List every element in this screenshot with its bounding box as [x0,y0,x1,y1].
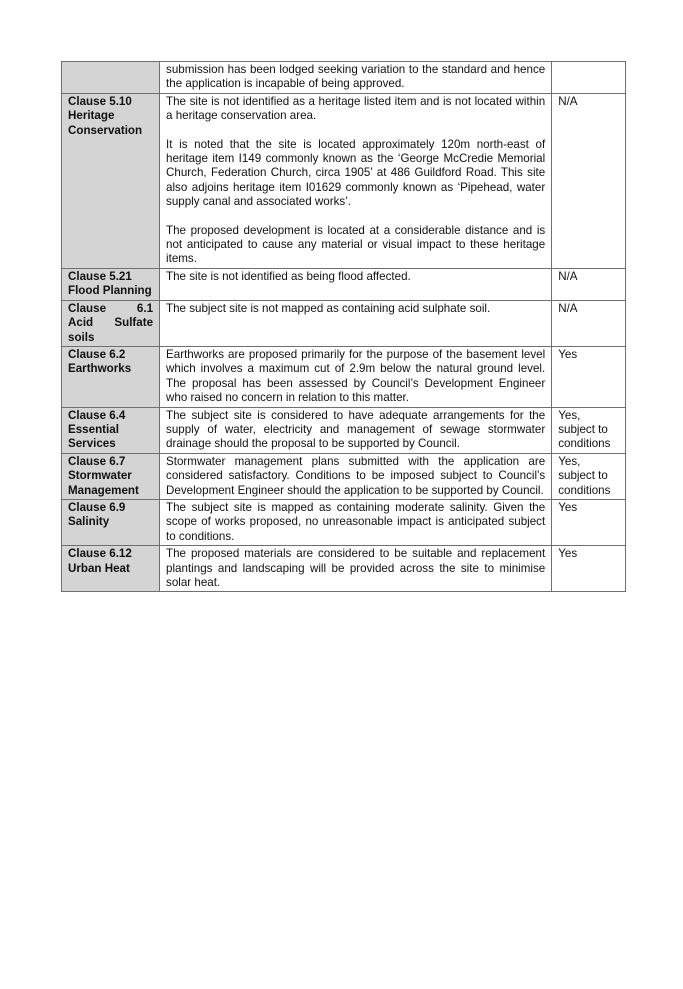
compliance-cell [552,62,626,94]
table-row [62,268,626,300]
comment-cell [160,499,552,545]
table-row [62,453,626,499]
clause-cell: Clause 6.2 Earthworks [62,346,160,407]
comment-cell [160,93,552,268]
clause-cell: Clause 5.21 Flood Planning [62,268,160,300]
comment-cell [160,407,552,453]
table-row [62,499,626,545]
comment-cell [160,346,552,407]
clause-label: Clause 6.1 Acid Sulfate soils [68,301,154,344]
compliance-cell: Yes [552,499,626,545]
clause-cell [62,62,160,94]
table-row [62,300,626,346]
comment-cell [160,546,552,592]
comment-paragraph: The site is not identified as being flood affected. [166,269,411,283]
compliance-cell: N/A [552,300,626,346]
table-row [62,62,626,94]
compliance-cell: Yes, subject to conditions [552,453,626,499]
clause-cell: Clause 6.9 Salinity [62,499,160,545]
comment-paragraph: The subject site is considered to have adequate arrangements for the supply of water, electricity and management of sewage stormwater drainage should the proposal to be supported by Council. [166,408,546,451]
table-row [62,546,626,592]
comment-cell [160,62,552,94]
comment-paragraph: Stormwater management plans submitted with the application are considered satisfactory. Conditions to be imposed subject to Council’s Development Engineer should the application to be supported by Council. [166,454,546,497]
comment-paragraph: Earthworks are proposed primarily for the purpose of the basement level which involves a maximum cut of 2.9m below the natural ground level. The proposal has been assessed by Council’s Development Engineer who raised no concern in relation to this matter. [166,347,546,405]
comment-paragraph: The proposed materials are considered to be suitable and replacement plantings and landscaping will be provided across the site to minimise solar heat. [166,547,546,589]
compliance-cell: N/A [552,93,626,268]
clause-cell: Clause 6.7 Stormwater Management [62,453,160,499]
compliance-cell: Yes [552,546,626,592]
comment-cell [160,268,552,300]
comment-cell [160,300,552,346]
compliance-cell: Yes, subject to conditions [552,407,626,453]
compliance-cell: N/A [552,268,626,300]
comment-paragraph: submission has been lodged seeking variation to the standard and hence the application is incapable of being approved. [166,63,546,91]
comment-paragraph: The subject site is not mapped as containing acid sulphate soil. [166,301,491,315]
clause-cell: Clause 6.12 Urban Heat [62,546,160,592]
table-row [62,93,626,268]
comment-paragraph: The site is not identified as a heritage listed item and is not located within a heritage conservation area. [166,94,546,123]
comment-cell [160,453,552,499]
clause-cell: Clause 6.4 Essential Services [62,407,160,453]
clause-cell: Clause 5.10 Heritage Conservation [62,93,160,268]
table-row [62,346,626,407]
table-row [62,407,626,453]
comment-paragraph: The subject site is mapped as containing moderate salinity. Given the scope of works proposed, no unreasonable impact is anticipated subject to conditions. [166,500,546,543]
comment-paragraph: The proposed development is located at a considerable distance and is not anticipated to cause any material or visual impact to these heritage items. [166,223,546,266]
compliance-cell: Yes [552,346,626,407]
clause-cell [62,300,160,346]
comment-paragraph: It is noted that the site is located approximately 120m north-east of heritage item I149 commonly known as the ‘George McCredie Memorial Church, Federation Church, circa 1905’ at 486 Guildford Road. This site also adjoins heritage item I01629 commonly known as ‘Pipehead, water supply canal and associated works’. [166,137,546,209]
clause-assessment-table [61,61,626,592]
